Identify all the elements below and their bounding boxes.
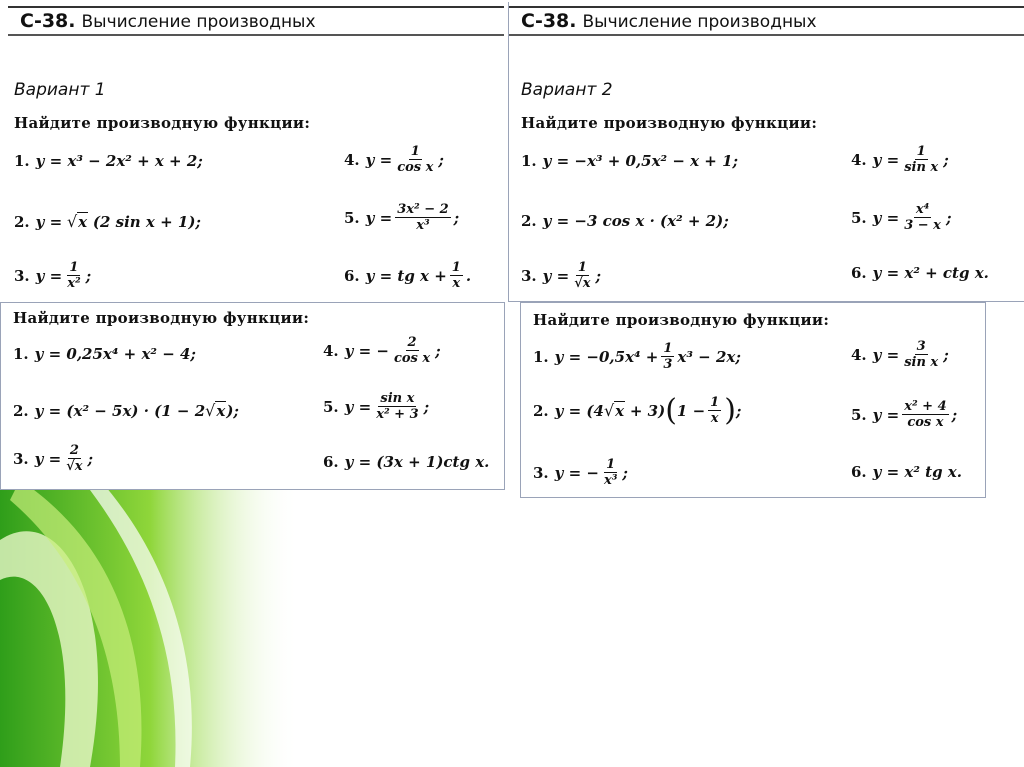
variant-label: Вариант 1 [14, 80, 106, 100]
exercise-4: 4. y = $\frac{3}{\text{sin x}}$ ; [851, 339, 949, 370]
exercise-1: 1. y = x³ − 2x² + x + 2; [14, 152, 203, 170]
exercise-2: 2. y = (4 √ x + 3) ( 1 − $\frac{1}{x}$ ) ; [533, 392, 742, 428]
exercise-6: 6. y = tg x + $\frac{1}{x}$ . [344, 260, 472, 291]
exercise-2: 2. y = (x² − 5x) · (1 − 2 √ x ); [13, 401, 239, 420]
green-swoosh-decoration [0, 480, 300, 767]
task-heading: Найдите производную функции: [14, 114, 311, 132]
exercise-5: 5. y = $\frac{\text{x⁴}}{3 - x}$ ; [851, 202, 952, 233]
task-heading: Найдите производную функции: [533, 311, 830, 329]
exercise-2: 2. y = √ x (2 sin x + 1); [14, 212, 201, 231]
header-title: Вычисление производных [582, 12, 817, 32]
header-title: Вычисление производных [81, 12, 316, 32]
variant-label: Вариант 2 [521, 80, 613, 100]
exercise-4: 4. y = $\frac{1}{\text{cos x}}$ ; [344, 144, 444, 175]
variant-1-panel [8, 2, 504, 302]
exercise-5: 5. y = $\frac{\text{3x² − 2}}{\text{x³}}$ ; [344, 202, 460, 233]
lower-left-panel [0, 302, 505, 490]
exercise-4: 4. y = $\frac{1}{\text{sin x}}$ ; [851, 144, 949, 175]
exercise-3: 3. y = $\frac{1}{\text{x²}}$ ; [14, 260, 92, 291]
exercise-5: 5. y = $\frac{\text{x² + 4}}{\text{cos x}}$ ; [851, 399, 958, 430]
exercise-3: 3. y = $\frac{2}{√x}$ ; [13, 443, 94, 474]
header-code: С-38. [521, 10, 577, 32]
exercise-1: 1. y = 0,25x⁴ + x² − 4; [13, 345, 196, 363]
exercise-1: 1. y = −x³ + 0,5x² − x + 1; [521, 152, 739, 170]
exercise-6: 6. y = x² + ctg x. [851, 264, 989, 282]
task-heading: Найдите производную функции: [521, 114, 818, 132]
task-heading: Найдите производную функции: [13, 309, 310, 327]
exercise-1: 1. y = −0,5x⁴ + $\frac{1}{3}$ x³ − 2x; [533, 341, 741, 372]
exercise-5: 5. y = $\frac{\text{sin x}}{\text{x² + 3}}$ ; [323, 391, 430, 422]
exercise-6: 6. y = (3x + 1)ctg x. [323, 453, 490, 471]
exercise-3: 3. y = $\frac{1}{√x}$ ; [521, 260, 602, 291]
header-code: С-38. [20, 10, 76, 32]
exercise-3: 3. y = − $\frac{1}{\text{x³}}$ ; [533, 457, 628, 488]
exercise-4: 4. y = − $\frac{2}{\text{cos x}}$ ; [323, 335, 441, 366]
exercise-6: 6. y = x² tg x. [851, 463, 962, 481]
variant-2-panel [508, 2, 1024, 302]
header [8, 2, 504, 36]
lower-right-panel [520, 302, 986, 498]
header-2 [509, 2, 1024, 36]
exercise-2: 2. y = −3 cos x · (x² + 2); [521, 212, 729, 230]
